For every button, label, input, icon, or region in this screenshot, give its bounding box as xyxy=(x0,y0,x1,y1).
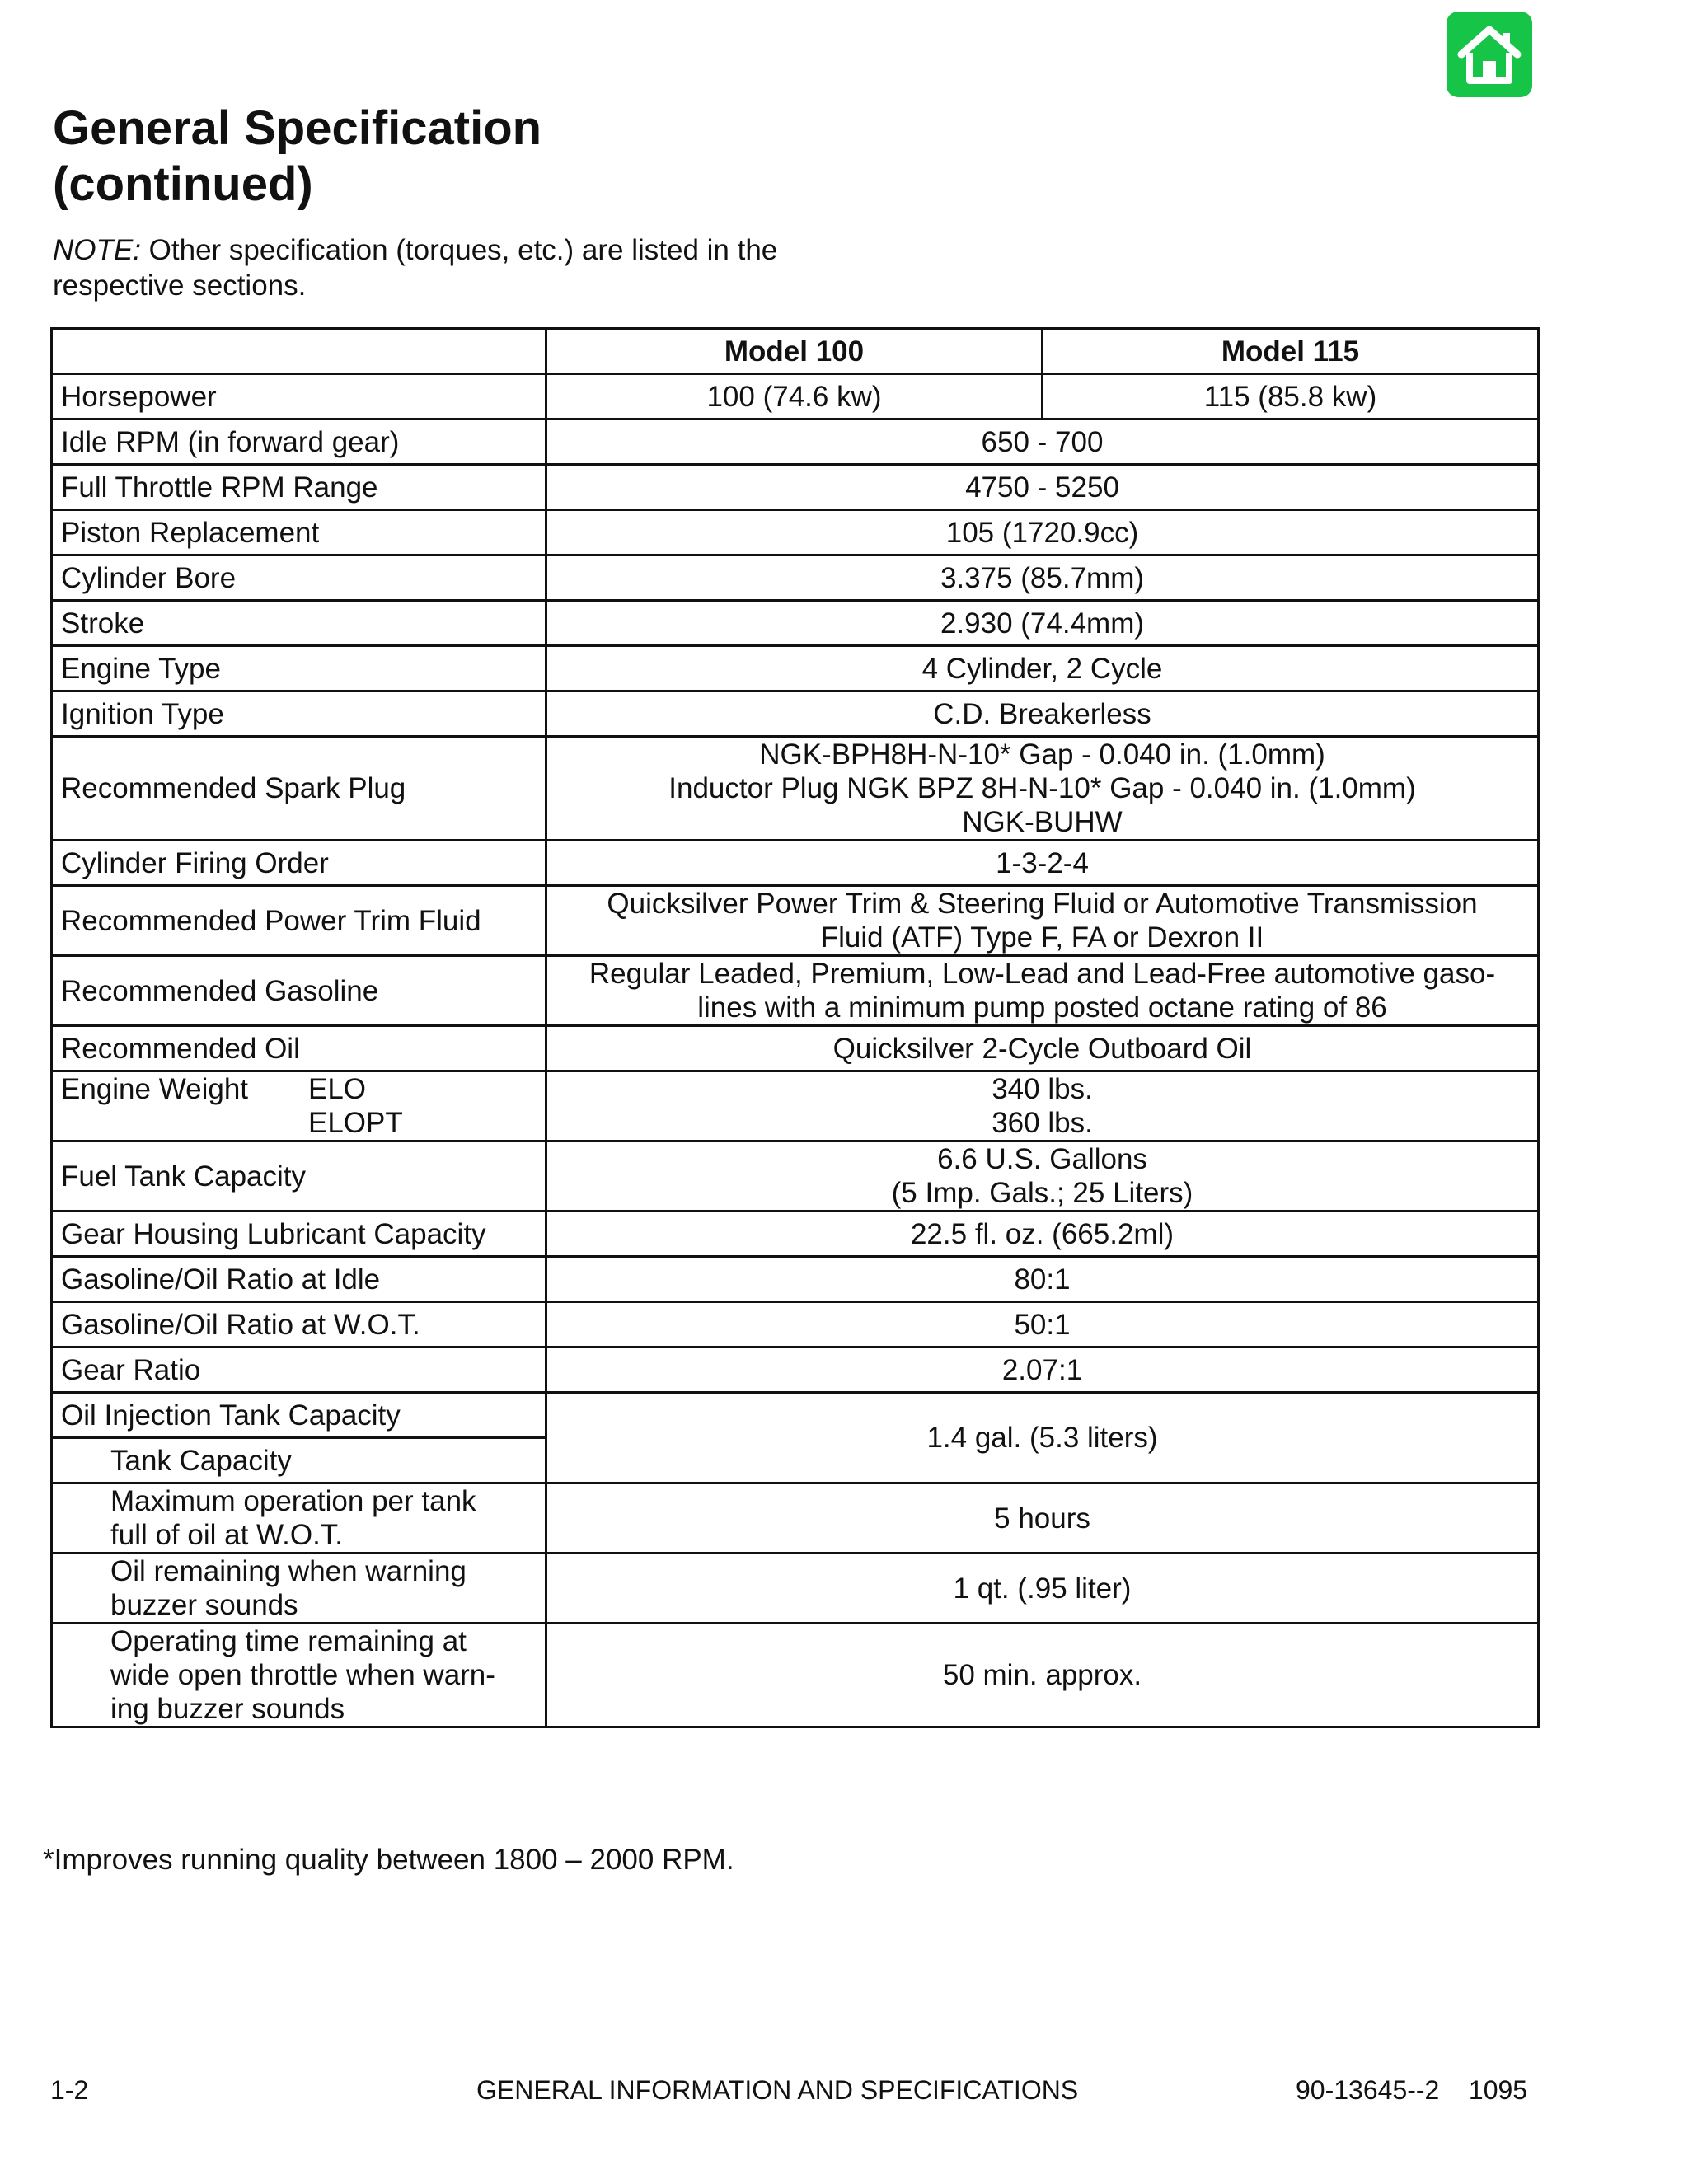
value-line: (5 Imp. Gals.; 25 Liters) xyxy=(891,1177,1193,1209)
row-value: 1.4 gal. (5.3 liters) xyxy=(546,1393,1539,1483)
table-row xyxy=(52,956,1539,1026)
table-row xyxy=(52,1347,1539,1393)
table-row xyxy=(52,1212,1539,1257)
note-text: Other specification (torques, etc.) are listed in the respective sections. xyxy=(53,234,778,302)
row-value xyxy=(546,737,1539,841)
value-line: 6.6 U.S. Gallons xyxy=(937,1143,1147,1175)
row-label xyxy=(52,1624,546,1727)
table-row xyxy=(52,1302,1539,1347)
row-value xyxy=(546,1071,1539,1141)
value-line: lines with a minimum pump posted octane rating of 86 xyxy=(697,991,1387,1024)
table-row xyxy=(52,886,1539,956)
variant-elopt: ELOPT xyxy=(308,1107,403,1139)
row-value: 1-3-2-4 xyxy=(546,841,1539,886)
row-label: Gasoline/Oil Ratio at W.O.T. xyxy=(52,1302,546,1347)
table-row xyxy=(52,1554,1539,1624)
row-value: 4 Cylinder, 2 Cycle xyxy=(546,646,1539,691)
label-line: buzzer sounds xyxy=(110,1589,298,1621)
value-line: 360 lbs. xyxy=(992,1107,1093,1139)
engine-weight-label-group xyxy=(61,1072,537,1140)
table-row xyxy=(52,1624,1539,1727)
row-value: 50 min. approx. xyxy=(546,1624,1539,1727)
label-line: Maximum operation per tank xyxy=(110,1485,476,1517)
table-row xyxy=(52,601,1539,646)
engine-weight-variants xyxy=(308,1072,403,1140)
header-model-115: Model 115 xyxy=(1043,329,1539,374)
row-label: Cylinder Bore xyxy=(52,555,546,601)
label-line: Operating time remaining at xyxy=(110,1625,467,1657)
row-value: 5 hours xyxy=(546,1483,1539,1554)
footer-section-title: GENERAL INFORMATION AND SPECIFICATIONS xyxy=(476,2075,1079,2105)
footnote: *Improves running quality between 1800 – 2000 RPM. xyxy=(43,1844,734,1876)
table-row xyxy=(52,646,1539,691)
row-label xyxy=(52,1483,546,1554)
value-line: 340 lbs. xyxy=(992,1073,1093,1105)
row-label xyxy=(52,1554,546,1624)
footer-page-number: 1-2 xyxy=(50,2075,89,2105)
label-line: Oil remaining when warning xyxy=(110,1555,467,1587)
row-value: 1 qt. (.95 liter) xyxy=(546,1554,1539,1624)
row-label: Fuel Tank Capacity xyxy=(52,1141,546,1212)
table-row xyxy=(52,1393,1539,1438)
note-paragraph xyxy=(53,232,795,303)
row-label: Cylinder Firing Order xyxy=(52,841,546,886)
row-label: Ignition Type xyxy=(52,691,546,737)
value-line: Regular Leaded, Premium, Low-Lead and Lead-Free automotive gaso- xyxy=(588,958,1496,990)
row-label: Recommended Spark Plug xyxy=(52,737,546,841)
row-value: C.D. Breakerless xyxy=(546,691,1539,737)
table-row xyxy=(52,1026,1539,1071)
row-label: Horsepower xyxy=(52,374,546,419)
row-label: Full Throttle RPM Range xyxy=(52,465,546,510)
row-label: Oil Injection Tank Capacity xyxy=(52,1393,546,1438)
value-line: NGK-BUHW xyxy=(962,806,1123,838)
header-blank xyxy=(52,329,546,374)
row-value: 3.375 (85.7mm) xyxy=(546,555,1539,601)
row-label: Gear Ratio xyxy=(52,1347,546,1393)
table-row xyxy=(52,419,1539,465)
label-line: wide open throttle when warn- xyxy=(110,1659,495,1691)
variant-elo: ELO xyxy=(308,1073,367,1105)
label-line: full of oil at W.O.T. xyxy=(110,1519,344,1551)
row-label: Idle RPM (in forward gear) xyxy=(52,419,546,465)
title-line-2: (continued) xyxy=(53,157,313,211)
row-label: Gasoline/Oil Ratio at Idle xyxy=(52,1257,546,1302)
table-row xyxy=(52,691,1539,737)
row-label: Recommended Gasoline xyxy=(52,956,546,1026)
row-value: 80:1 xyxy=(546,1257,1539,1302)
row-value: 50:1 xyxy=(546,1302,1539,1347)
table-row xyxy=(52,510,1539,555)
table-row xyxy=(52,374,1539,419)
value-line: Fluid (ATF) Type F, FA or Dexron II xyxy=(820,921,1264,954)
row-value: 650 - 700 xyxy=(546,419,1539,465)
row-value: 22.5 fl. oz. (665.2ml) xyxy=(546,1212,1539,1257)
title-line-1: General Specification xyxy=(53,101,542,155)
table-row xyxy=(52,737,1539,841)
page-title xyxy=(53,101,542,213)
row-label: Stroke xyxy=(52,601,546,646)
footer-doc-number: 90-13645--2 1095 xyxy=(1296,2075,1528,2105)
row-value xyxy=(546,956,1539,1026)
row-value xyxy=(546,1141,1539,1212)
engine-weight-label: Engine Weight xyxy=(61,1073,249,1105)
table-row xyxy=(52,841,1539,886)
header-model-100: Model 100 xyxy=(546,329,1043,374)
table-row xyxy=(52,1071,1539,1141)
label-line: ing buzzer sounds xyxy=(110,1693,345,1725)
row-label xyxy=(52,1071,546,1141)
table-row xyxy=(52,555,1539,601)
row-value: 2.07:1 xyxy=(546,1347,1539,1393)
note-label: NOTE: xyxy=(53,234,141,266)
value-line: Quicksilver Power Trim & Steering Fluid or Automotive Transmission xyxy=(607,888,1478,920)
row-label: Gear Housing Lubricant Capacity xyxy=(52,1212,546,1257)
value-line: Inductor Plug NGK BPZ 8H-N-10* Gap - 0.040 in. (1.0mm) xyxy=(668,772,1416,804)
value-line: NGK-BPH8H-N-10* Gap - 0.040 in. (1.0mm) xyxy=(759,738,1325,771)
row-value-model-100: 100 (74.6 kw) xyxy=(546,374,1043,419)
row-label: Recommended Oil xyxy=(52,1026,546,1071)
row-value: 4750 - 5250 xyxy=(546,465,1539,510)
row-label: Tank Capacity xyxy=(52,1438,546,1483)
row-value: 2.930 (74.4mm) xyxy=(546,601,1539,646)
row-value: Quicksilver 2-Cycle Outboard Oil xyxy=(546,1026,1539,1071)
spec-table xyxy=(50,327,1540,1728)
table-row xyxy=(52,1483,1539,1554)
home-button[interactable] xyxy=(1447,12,1532,97)
row-label: Engine Type xyxy=(52,646,546,691)
table-row xyxy=(52,465,1539,510)
table-row xyxy=(52,1141,1539,1212)
table-row xyxy=(52,1257,1539,1302)
table-header-row xyxy=(52,329,1539,374)
row-value: 105 (1720.9cc) xyxy=(546,510,1539,555)
home-icon xyxy=(1455,20,1524,89)
row-value-model-115: 115 (85.8 kw) xyxy=(1043,374,1539,419)
row-value xyxy=(546,886,1539,956)
row-label: Recommended Power Trim Fluid xyxy=(52,886,546,956)
row-label: Piston Replacement xyxy=(52,510,546,555)
